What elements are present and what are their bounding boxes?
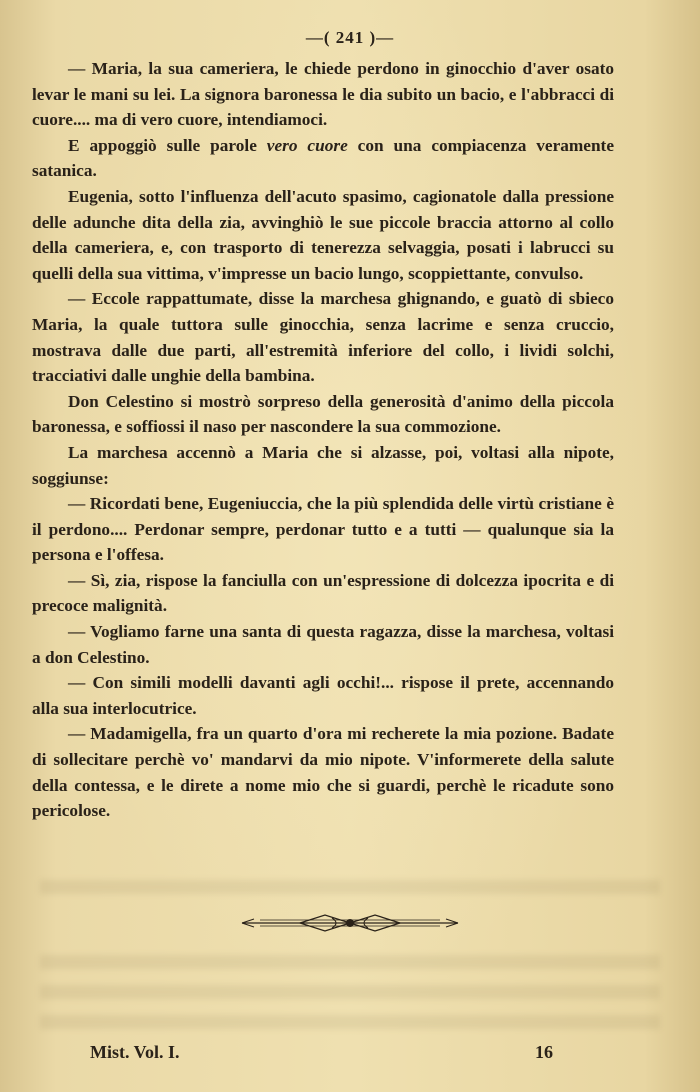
paragraph-5: Don Celestino si mostrò sorpreso della generosità d'animo della piccola baronessa, e soffiossi il naso per nascondere la sua commozione. <box>32 391 614 437</box>
paragraph-1: — Maria, la sua cameriera, le chiede perdono in ginocchio d'aver osato levar le mani su lei. La signora baronessa le dia subito un bacio, e l'abbracci di cuore.... ma di vero cuore, intendiamoci. <box>32 59 614 130</box>
paragraph-9: — Vogliamo farne una santa di questa ragazza, disse la marchesa, voltasi a don Celestino. <box>32 622 614 667</box>
bleed-through-line <box>40 955 660 969</box>
paragraph-4: — Eccole rappattumate, disse la marchesa ghignando, e guatò di sbieco Maria, la quale tuttora sulle ginocchia, senza lacrime e senza cruccio, mostrava dalle due parti, all'estremità inferiore del collo, i lividi solchi, tracciativi dalle unghie della bambina. <box>32 289 614 386</box>
footer-signature: Mist. Vol. I. <box>90 1042 180 1062</box>
paragraph-11: — Madamigella, fra un quarto d'ora mi recherete la mia pozione. Badate di sollecitare perchè vo' mandarvi da mio nipote. V'informerete della salute della contessa, e le direte a nome mio che si guardi, perchè le ricadute sono pericolose. <box>32 724 614 821</box>
body-text <box>32 56 614 824</box>
ornament-divider-icon <box>240 910 460 936</box>
paragraph-3: Eugenia, sotto l'influenza dell'acuto spasimo, cagionatole dalla pressione delle adunche dita della zia, avvinghiò le sue piccole braccia attorno al collo della cameriera, e, con trasporto di tenerezza selvaggia, posati i labrucci su quelli della sua vittima, v'impresse un bacio lungo, scoppiettante, convulso. <box>32 186 614 283</box>
paragraph-10: — Con simili modelli davanti agli occhi!... rispose il prete, accennando alla sua interlocutrice. <box>32 673 614 718</box>
paragraph-8: — Sì, zia, rispose la fanciulla con un'espressione di dolcezza ipocrita e di precoce malignità. <box>32 570 614 616</box>
bleed-through-line <box>40 1015 660 1029</box>
paragraph-6: La marchesa accennò a Maria che si alzasse, poi, voltasi alla nipote, soggiunse: <box>32 442 614 488</box>
footer-sheet-number: 16 <box>535 1042 553 1062</box>
bleed-through-line <box>40 880 660 894</box>
paragraph-2: E appoggiò sulle parole vero cuore con una compiacenza veramente satanica. <box>32 135 614 181</box>
paragraph-7: — Ricordati bene, Eugeniuccia, che la più splendida delle virtù cristiane è il perdono.... Perdonar sempre, perdonar tutto e a tutti — qualunque sia la persona e l'offesa. <box>32 494 614 565</box>
bleed-through-line <box>40 985 660 999</box>
italic-emphasis: vero cuore <box>266 135 348 155</box>
page-number-header: —( 241 )— <box>305 28 395 47</box>
